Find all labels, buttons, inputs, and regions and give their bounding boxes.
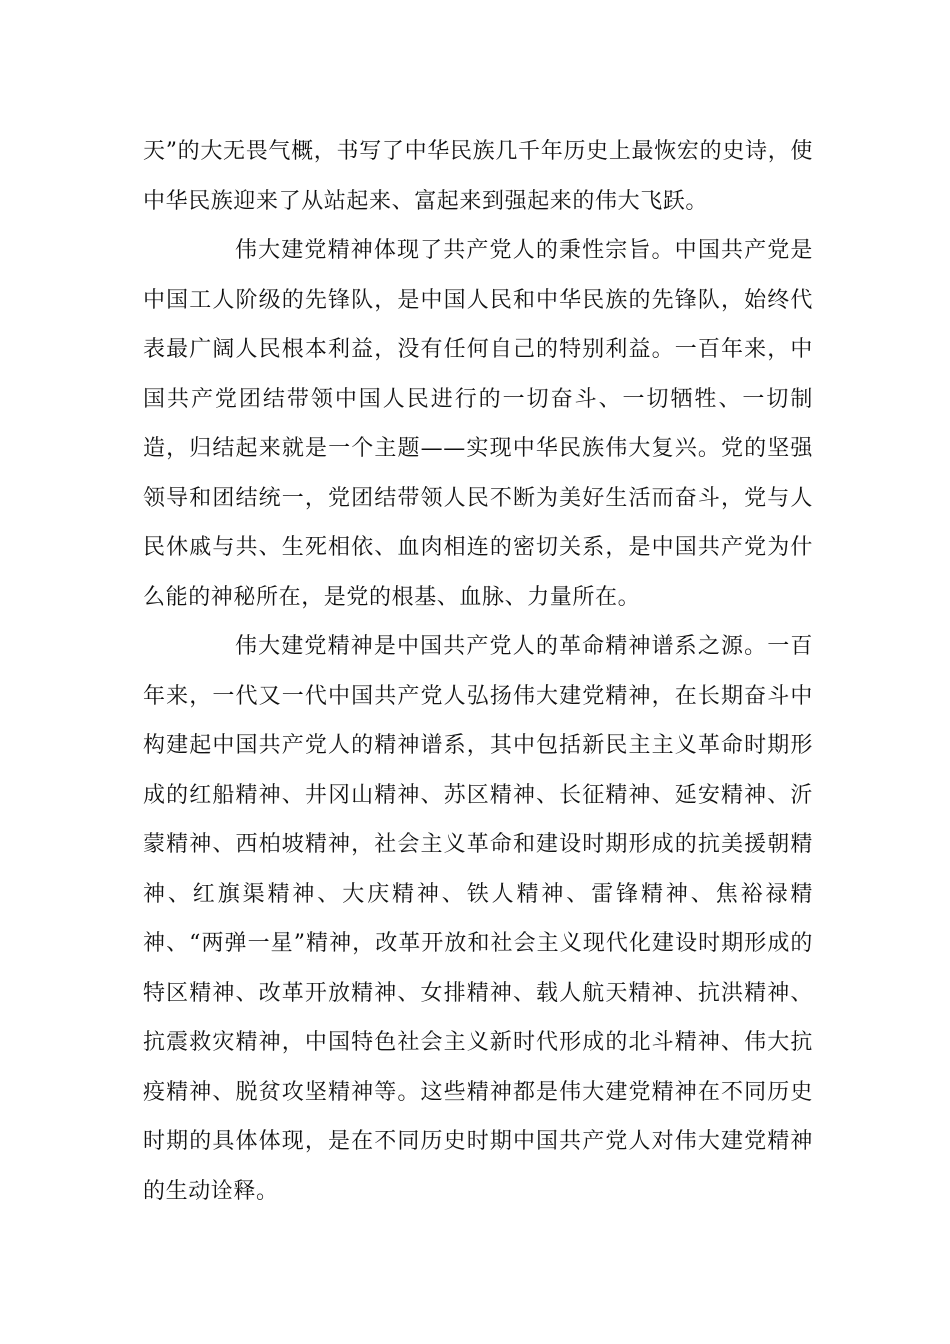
paragraph-continuation: 天”的大无畏气概，书写了中华民族几千年历史上最恢宏的史诗，使中华民族迎来了从站起来、富起来到强起来的伟大飞跃。 bbox=[143, 139, 813, 214]
body-text bbox=[143, 127, 813, 1216]
paragraph-purpose: 伟大建党精神体现了共产党人的秉性宗旨。中国共产党是中国工人阶级的先锋队，是中国人民和中华民族的先锋队，始终代表最广阔人民根本利益，没有任何自己的特别利益。一百年来，中国共产党团结带领中国人民进行的一切奋斗、一切牺牲、一切制造，归结起来就是一个主题——实现中华民族伟大复兴。党的坚强领导和团结统一，党团结带领人民不断为美好生活而奋斗，党与人民休戚与共、生死相依、血肉相连的密切关系，是中国共产党为什么能的神秘所在，是党的根基、血脉、力量所在。 bbox=[143, 238, 813, 610]
paragraph-spirit-lineage: 伟大建党精神是中国共产党人的革命精神谱系之源。一百年来，一代又一代中国共产党人弘扬伟大建党精神，在长期奋斗中构建起中国共产党人的精神谱系，其中包括新民主主义革命时期形成的红船精神、井冈山精神、苏区精神、长征精神、延安精神、沂蒙精神、西柏坡精神，社会主义革命和建设时期形成的抗美援朝精神、红旗渠精神、大庆精神、铁人精神、雷锋精神、焦裕禄精神、“两弹一星”精神，改革开放和社会主义现代化建设时期形成的特区精神、改革开放精神、女排精神、载人航天精神、抗洪精神、抗震救灾精神，中国特色社会主义新时代形成的北斗精神、伟大抗疫精神、脱贫攻坚精神等。这些精神都是伟大建党精神在不同历史时期的具体体现，是在不同历史时期中国共产党人对伟大建党精神的生动诠释。 bbox=[143, 634, 813, 1204]
